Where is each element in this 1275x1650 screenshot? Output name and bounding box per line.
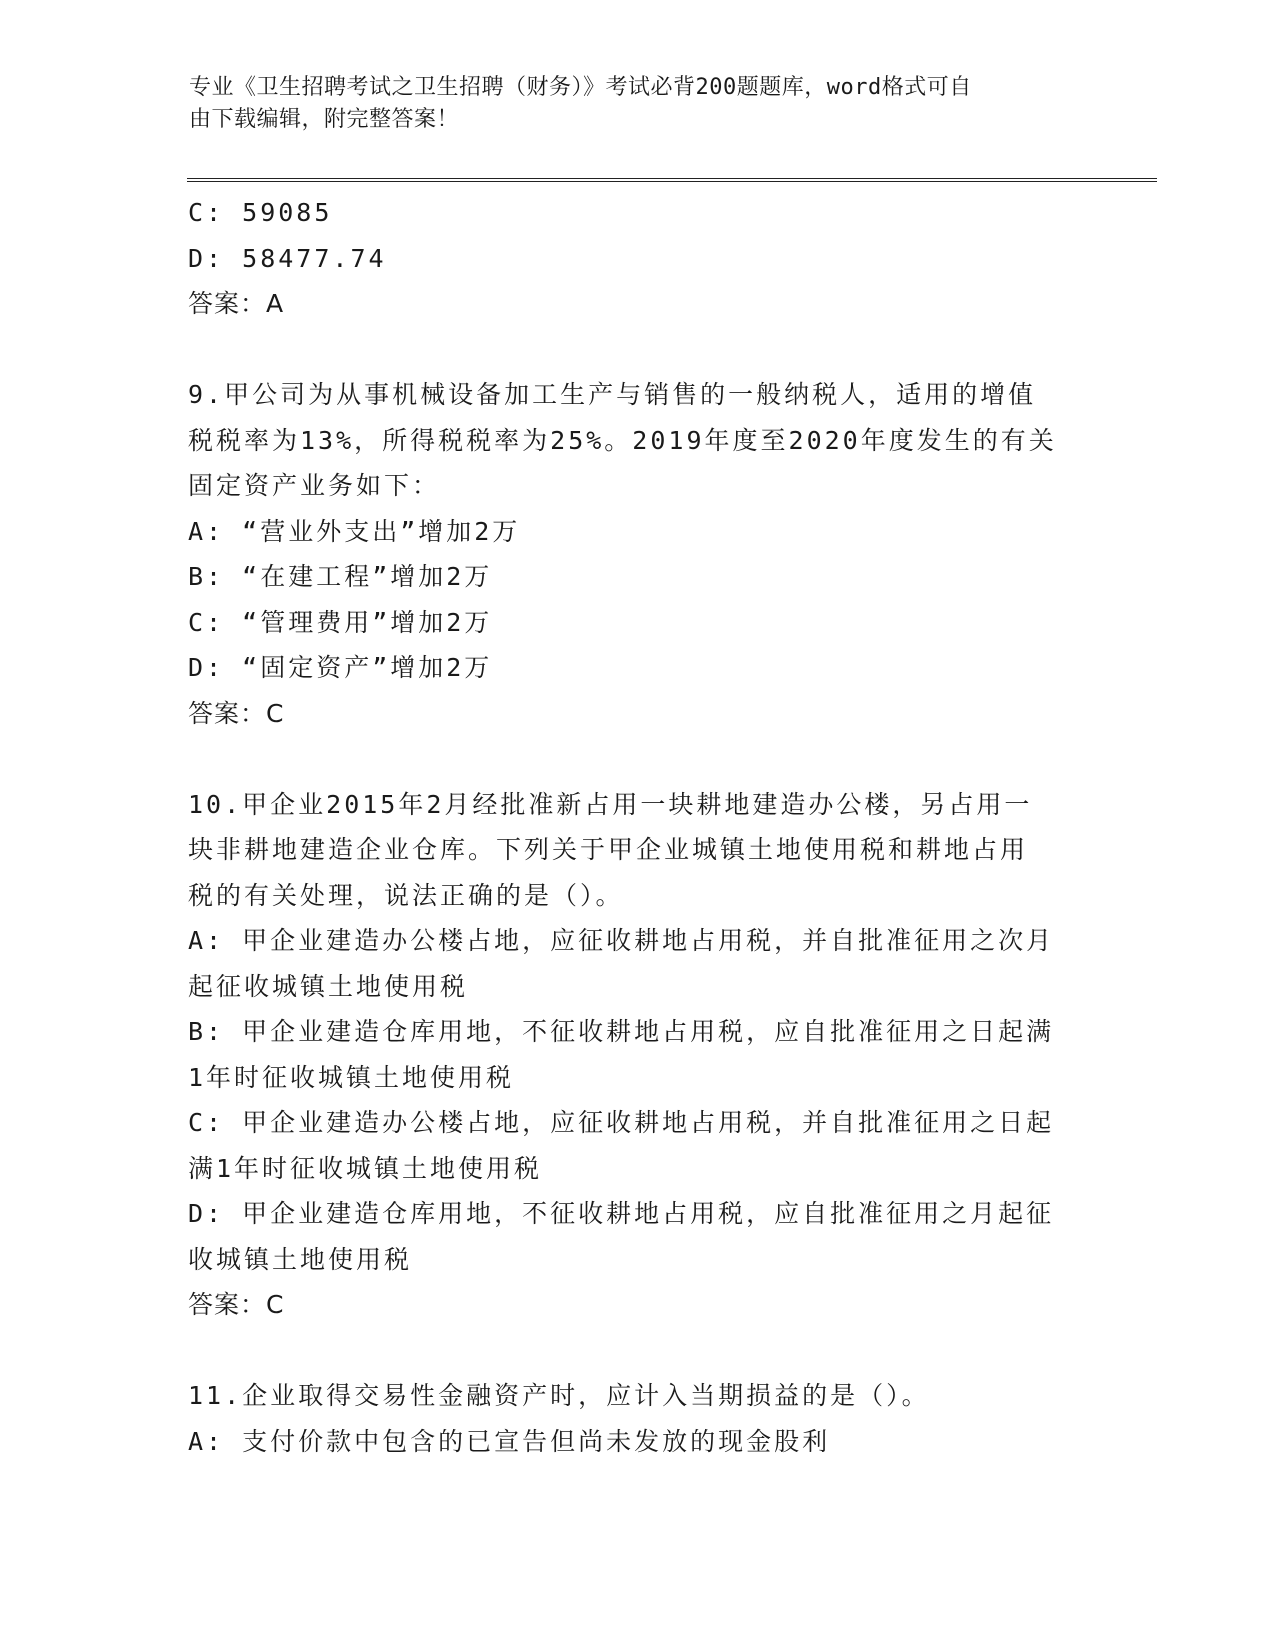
block-spacer — [188, 1328, 1078, 1374]
block-spacer — [188, 327, 1078, 373]
question-content — [188, 190, 1078, 1464]
option-b-continued: 1年时征收城镇土地使用税 — [188, 1062, 515, 1092]
question-text: 9.甲公司为从事机械设备加工生产与销售的一般纳税人，适用的增值 — [188, 380, 1037, 409]
option-d-continued: 收城镇土地使用税 — [188, 1244, 413, 1274]
question-text: 固定资产业务如下： — [188, 471, 441, 500]
block-spacer — [188, 736, 1078, 782]
question-block-11 — [188, 1373, 1078, 1464]
question-block-8 — [188, 190, 1078, 327]
header-divider — [187, 178, 1157, 182]
question-text: 税的有关处理，说法正确的是（）。 — [188, 880, 624, 910]
question-block-9 — [188, 372, 1078, 736]
answer-line: 答案：A — [188, 289, 285, 318]
option-b: B: 甲企业建造仓库用地，不征收耕地占用税，应自批准征用之日起满 — [188, 1017, 1055, 1046]
header-title-line-1: 专业《卫生招聘考试之卫生招聘（财务）》考试必背200题题库，word格式可自 — [189, 75, 972, 100]
header-title-line-2: 由下载编辑，附完整答案！ — [189, 107, 460, 132]
answer-line: 答案：C — [188, 698, 285, 728]
option-a: A: “营业外支出”增加2万 — [188, 516, 521, 546]
option-a: A: 支付价款中包含的已宣告但尚未发放的现金股利 — [188, 1426, 831, 1456]
option-a: A: 甲企业建造办公楼占地，应征收耕地占用税，并自批准征用之次月 — [188, 926, 1055, 955]
option-d: D: “固定资产”增加2万 — [188, 653, 493, 682]
question-block-10 — [188, 782, 1078, 1328]
option-d: D: 58477.74 — [188, 243, 387, 273]
option-c: C: “管理费用”增加2万 — [188, 607, 493, 637]
option-c: C: 甲企业建造办公楼占地，应征收耕地占用税，并自批准征用之日起 — [188, 1108, 1055, 1137]
answer-line: 答案：C — [188, 1290, 285, 1319]
question-text: 11.企业取得交易性金融资产时，应计入当期损益的是（）。 — [188, 1381, 930, 1410]
question-text: 块非耕地建造企业仓库。下列关于甲企业城镇土地使用税和耕地占用 — [188, 835, 1029, 864]
question-text: 10.甲企业2015年2月经批准新占用一块耕地建造办公楼，另占用一 — [188, 789, 1033, 819]
option-c-continued: 满1年时征收城镇土地使用税 — [188, 1153, 543, 1183]
page-header — [189, 72, 1069, 136]
option-d: D: 甲企业建造仓库用地，不征收耕地占用税，应自批准征用之月起征 — [188, 1199, 1055, 1228]
option-b: B: “在建工程”增加2万 — [188, 562, 493, 591]
option-a-continued: 起征收城镇土地使用税 — [188, 971, 469, 1001]
question-text: 税税率为13%，所得税税率为25%。2019年度至2020年度发生的有关 — [188, 425, 1057, 455]
option-c: C: 59085 — [188, 198, 333, 227]
